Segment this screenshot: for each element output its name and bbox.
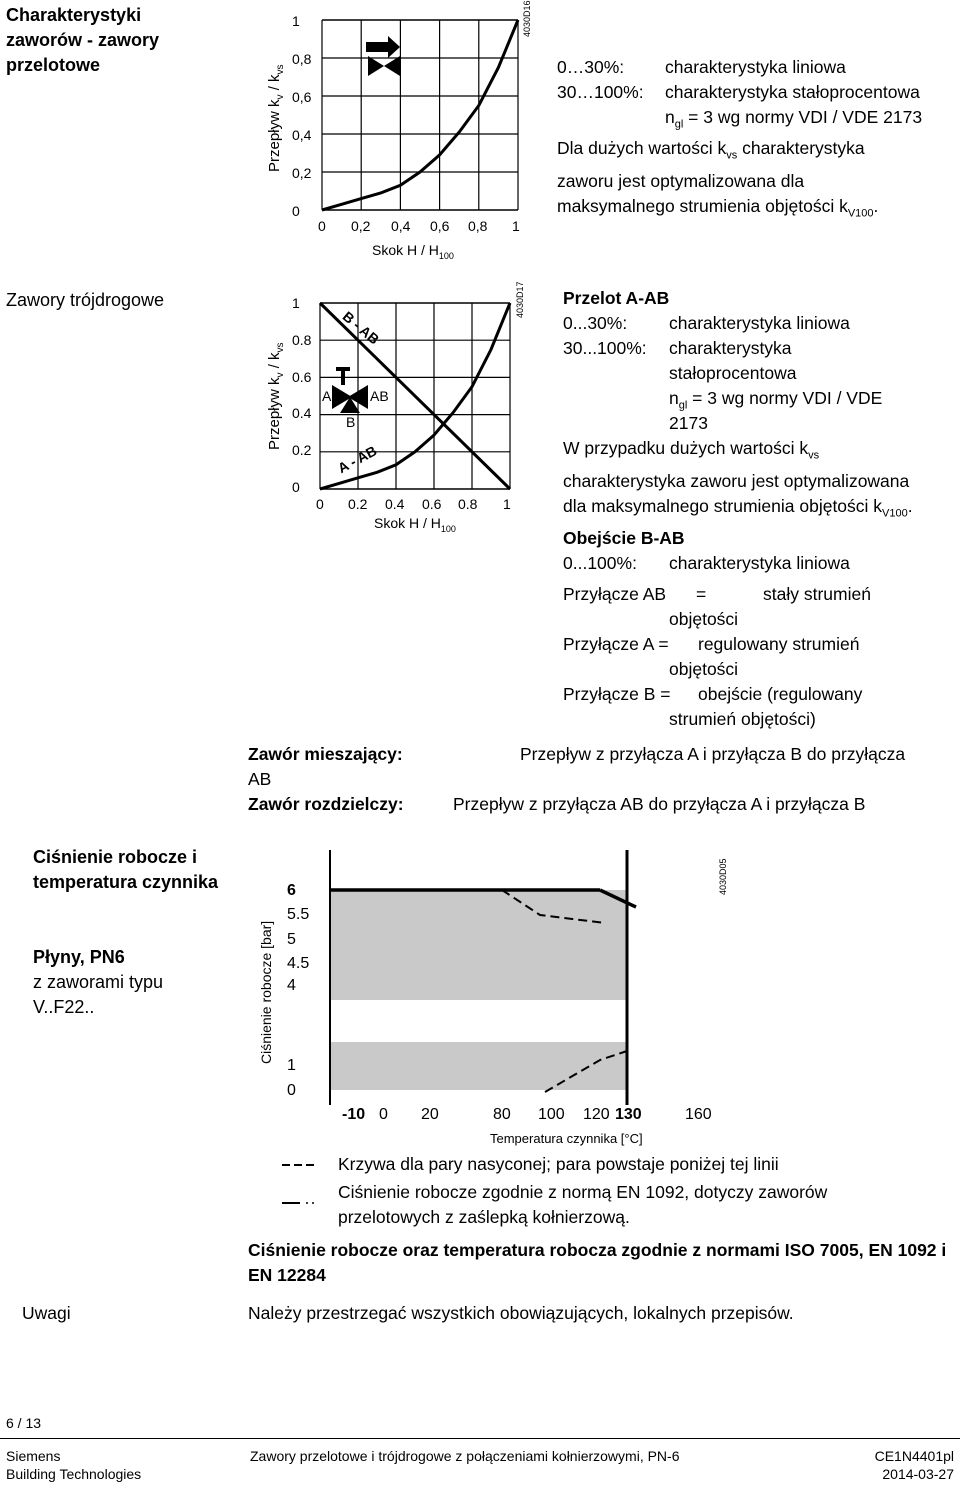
characteristic-curve <box>322 20 518 210</box>
section-title-through-valves: Charakterystyki zaworów - zawory przelotowe <box>6 5 160 75</box>
mixing-valve-text: Przepływ z przyłącza A i przyłącza B do przyłącza <box>520 744 906 764</box>
section1-text: 0…30%: charakterystyka liniowa 30…100%: charakterystyka stałoprocentowa $n_{gl} = 3$ wg normy VDI / VDE 2173 Dla dużych wartości $k_{vs}$ charakterystyka zaworu jest optymalizowana dla maksymalnego strumienia objętości $k_{V100}$. <box>557 57 923 219</box>
section-title-three-way: Zawory trójdrogowe <box>6 290 165 310</box>
legend-saturated-steam: Krzywa dla pary nasyconej; para powstaje poniżej tej linii <box>338 1154 779 1174</box>
upper-area <box>330 890 627 1000</box>
x-axis-label-3: Temperatura czynnika [°C] <box>490 1131 643 1146</box>
mixing-valve-label: Zawór mieszający: <box>248 744 403 764</box>
section-title-pressure: Ciśnienie robocze i temperatura czynnika <box>33 847 219 892</box>
legend-en1092: Ciśnienie robocze zgodnie z normą EN 1092, dotyczy zaworów przelotowych z zaślepką kołnierzową. <box>338 1182 828 1227</box>
legend-markers <box>282 1155 322 1215</box>
valve-type-note: z zaworami typu V..F22.. <box>33 972 164 1017</box>
notes-label: Uwagi <box>22 1303 71 1323</box>
footer-doc-title: Zawory przelotowe i trójdrogowe z połączeniami kołnierzowymi, PN-6 <box>250 1448 680 1464</box>
section2-text: Przelot A-AB 0...30%: charakterystyka liniowa 30...100%: charakterystyka stałoprocentowa $n_{gl} = 3$ wg normy VDI / VDE 2173 W przypadku dużych wartości $k_{vs}$ charakterystyka zaworu jest optymalizowana dla maksymalnego strumienia objętości $k_{V100}$. Obejście B-AB 0...100%: charakterystyka liniowa Przyłącze AB = stały strumień objętości Przyłącze A = regulowany strumień objętości Przyłącze B = obejście (regulowany strumień objętości) <box>563 288 913 729</box>
label-b-ab: B - AB <box>339 308 383 348</box>
y-axis-label-3: Ciśnienie robocze [bar] <box>258 920 274 1064</box>
diverting-valve-label: Zawór rozdzielczy: <box>248 794 404 814</box>
port-a-label: A <box>322 388 332 404</box>
footer-company: Siemens Building Technologies <box>6 1448 142 1482</box>
page-number: 6 / 13 <box>6 1415 42 1431</box>
x-ticks-1: 0 0,2 0,4 0,6 0,8 1 <box>318 218 520 234</box>
chart-code-2: 4030D17 <box>515 281 525 318</box>
x-axis-label-2: Skok H / $H_{100}$ <box>374 515 456 534</box>
lower-area <box>330 1042 627 1090</box>
standards-note: Ciśnienie robocze oraz temperatura robocza zgodnie z normami ISO 7005, EN 1092 i EN 12284 <box>248 1240 947 1285</box>
y-axis-label-2: Przepływ $k_v / k_{vs}$ <box>266 342 286 450</box>
x-ticks-2: 0 0.2 0.4 0.6 0.8 1 <box>316 496 511 512</box>
footer-doc-info: CE1N4401pl 2014-03-27 <box>874 1448 954 1482</box>
chart-pressure-temperature <box>330 855 720 1105</box>
footer-divider <box>0 1438 960 1439</box>
diverting-valve-text: Przepływ z przyłącza AB do przyłącza A i przyłącza B <box>453 794 866 814</box>
mixing-valve-label-ab: AB <box>248 769 272 789</box>
notes-text: Należy przestrzegać wszystkich obowiązujących, lokalnych przepisów. <box>248 1303 794 1323</box>
three-way-valve-icon <box>332 367 368 413</box>
label-a-ab: A - AB <box>335 442 380 477</box>
x-axis-label-1: Skok H / $H_{100}$ <box>372 242 454 261</box>
chart-through-valve <box>322 20 518 210</box>
valve-icon <box>366 36 400 76</box>
y-axis-label-1: Przepływ $k_v / k_{vs}$ <box>266 64 286 172</box>
port-ab-label: AB <box>370 388 389 404</box>
x-ticks-3: -10 0 20 80 100 120 130 160 <box>342 1106 712 1123</box>
port-b-label: B <box>346 414 356 430</box>
chart-code-3: 4030D05 <box>718 858 728 895</box>
fluid-label: Płyny, PN6 <box>33 947 125 967</box>
chart-code-1: 4030D16 <box>522 0 532 37</box>
